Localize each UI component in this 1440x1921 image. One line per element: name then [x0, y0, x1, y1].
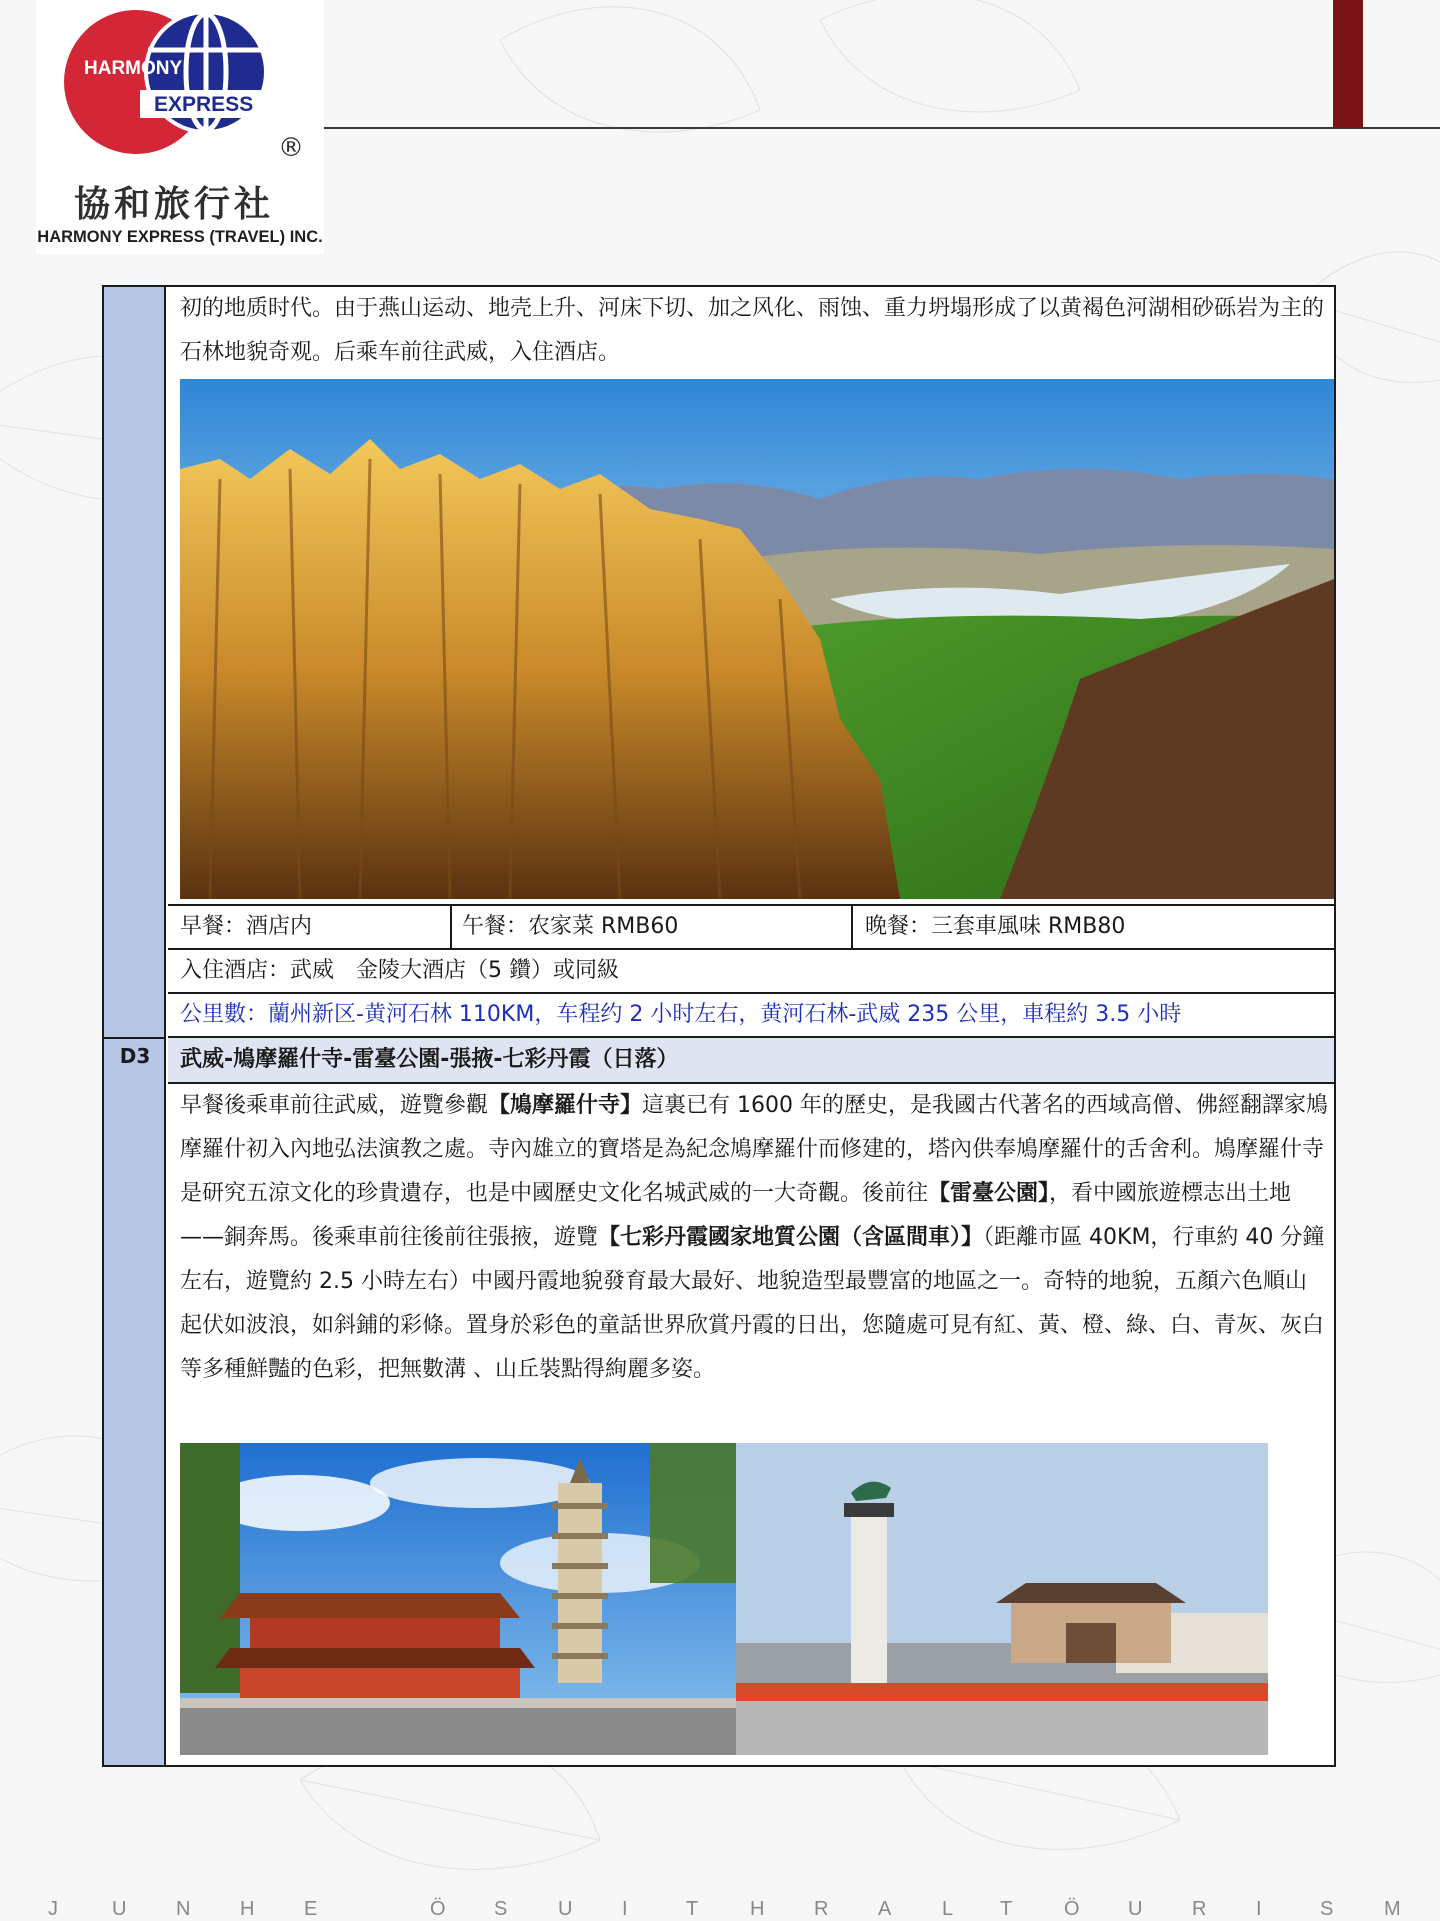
- footer-letter: T: [1000, 1898, 1013, 1920]
- photo-leitai-park: [736, 1443, 1268, 1755]
- logo-text-harmony: HARMONY: [84, 58, 183, 79]
- footer-letter: I: [1256, 1898, 1262, 1920]
- photo-stone-forest: [180, 379, 1334, 899]
- highlight-danxia-park: 【七彩丹霞國家地質公園（含區間車）】: [598, 1225, 984, 1250]
- day3-text-3: ，看中國旅遊標志出土地——銅奔馬。後乘車前往後前往張掖，遊覽: [180, 1181, 1292, 1250]
- meal-breakfast: 早餐：酒店内: [180, 914, 313, 939]
- day2-description: 初的地质时代。由于燕山运动、地壳上升、河床下切、加之风化、雨蚀、重力坍塌形成了以黄褐色河湖相砂砾岩为主的石林地貌奇观。后乘车前往武威，入住酒店。: [180, 296, 1325, 365]
- highlight-kumarajiva-temple: 【鳩摩羅什寺】: [488, 1093, 643, 1118]
- registered-mark: ®: [278, 133, 304, 163]
- footer-letter: T: [686, 1898, 699, 1920]
- footer-letter: S: [1320, 1898, 1334, 1920]
- day-column: [104, 287, 166, 1765]
- footer-letter: I: [622, 1898, 628, 1920]
- footer-letter: U: [558, 1898, 573, 1920]
- header-accent-tab: [1333, 0, 1363, 128]
- meal-dinner: 晚餐：三套車風味 RMB80: [865, 914, 1126, 939]
- header-rule: [324, 127, 1440, 129]
- hotel-info: 入住酒店：武威 金陵大酒店（5 鑽）或同級: [180, 958, 619, 983]
- logo-text-express: EXPRESS: [154, 93, 254, 116]
- company-name-en: HARMONY EXPRESS (TRAVEL) INC.: [37, 228, 323, 246]
- day3-text-4: （距離市區 40KM，行車約 40 分鐘左右，遊覽約 2.5 小時左右）中國丹霞地貌發育最大最好、地貌造型最豐富的地區之一。奇特的地貌，五顏六色順山起伏如波浪，如斜鋪的彩條。置身於彩色的童話世界欣賞丹霞的日出，您隨處可見有紅、黃、橙、綠、白、青灰、灰白等多種鮮豔的色彩，把無數溝 、山丘裝點得絢麗多姿。: [180, 1225, 1325, 1382]
- footer-letter: U: [1128, 1898, 1143, 1920]
- footer-letter: H: [240, 1898, 255, 1920]
- globe-logo-icon: [56, 10, 306, 170]
- distance-info: 公里數：蘭州新区-黄河石林 110KM，车程约 2 小时左右，黄河石林-武威 235 公里，車程約 3.5 小時: [180, 1002, 1182, 1027]
- photo-kumarajiva-temple: [180, 1443, 736, 1755]
- footer-letter: R: [1192, 1898, 1207, 1920]
- footer-letter-band: [0, 1898, 1440, 1920]
- meal-divider: [851, 906, 853, 948]
- itinerary-content: [168, 287, 1334, 1765]
- footer-letter: Ö: [1064, 1898, 1080, 1920]
- itinerary-table: [102, 285, 1336, 1767]
- day3-description: [180, 1084, 1328, 1392]
- company-name-cn: 協和旅行社: [74, 184, 275, 225]
- footer-letter: L: [942, 1898, 954, 1920]
- company-logo: [36, 0, 324, 254]
- highlight-leitai-park: 【雷臺公園】: [928, 1181, 1050, 1206]
- footer-letter: N: [176, 1898, 191, 1920]
- footer-letter: M: [1384, 1898, 1401, 1920]
- footer-letter: S: [494, 1898, 508, 1920]
- footer-letter: U: [112, 1898, 127, 1920]
- day-divider: [104, 1037, 166, 1039]
- footer-letter: A: [878, 1898, 892, 1920]
- day3-text-2: 這裏已有 1600 年的歷史，是我國古代著名的西域高僧、佛經翻譯家鳩摩羅什初入內地弘法演教之處。寺內雄立的寶塔是為紀念鳩摩羅什而修建的，塔內供奉鳩摩羅什的舌舍利。鳩摩羅什寺是研究五涼文化的珍貴遺存，也是中國歷史文化名城武威的一大奇觀。後前往: [180, 1093, 1329, 1206]
- day3-title: 武威-鳩摩羅什寺-雷臺公園-張掖-七彩丹霞（日落）: [180, 1047, 679, 1072]
- meal-divider: [450, 906, 452, 948]
- day-label-d3: D3: [119, 1044, 151, 1068]
- footer-letter: J: [48, 1898, 58, 1920]
- day3-text-1: 早餐後乘車前往武威，遊覽參觀: [180, 1093, 489, 1118]
- footer-letter: Ö: [430, 1898, 446, 1920]
- footer-letter: R: [814, 1898, 829, 1920]
- table-rule: [168, 904, 1334, 906]
- footer-letter: E: [304, 1898, 318, 1920]
- meal-lunch: 午餐：农家菜 RMB60: [462, 914, 679, 939]
- footer-letter: H: [750, 1898, 765, 1920]
